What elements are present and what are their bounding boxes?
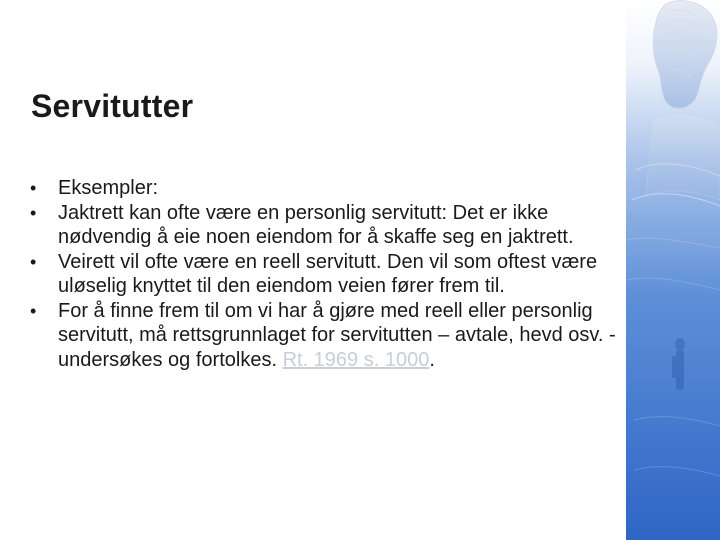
bullet-text: Jaktrett kan ofte være en personlig servitutt: Det er ikke nødvendig å eie noen eiendom for å skaffe seg en jaktrett. [58, 201, 574, 248]
side-decoration-image [626, 0, 720, 540]
bullet-list [30, 176, 620, 372]
bullet-trailing-text: . [429, 348, 435, 371]
bullet-dot-icon: • [30, 251, 37, 272]
bullet-item [30, 176, 620, 201]
bullet-item [30, 299, 620, 373]
bullet-text: Eksempler: [58, 177, 159, 199]
slide-title: Servitutter [31, 88, 194, 124]
bullet-dot-icon: • [30, 202, 37, 223]
bullet-text: Veirett vil ofte være en reell servitutt. Den vil som oftest være uløselig knyttet til den eiendom veien fører frem til. [58, 250, 598, 297]
bullet-item [30, 201, 620, 250]
bullet-dot-icon: • [30, 178, 37, 198]
case-reference-link[interactable]: Rt. 1969 s. 1000 [282, 348, 430, 371]
bullet-item [30, 250, 620, 299]
bullet-text: For å finne frem til om vi har å gjøre med reell eller personlig servitutt, må rettsgrunnlaget for servitutten – avtale, hevd osv. - undersøkes og fortolkes. [58, 299, 616, 371]
bullet-dot-icon: • [30, 300, 37, 321]
